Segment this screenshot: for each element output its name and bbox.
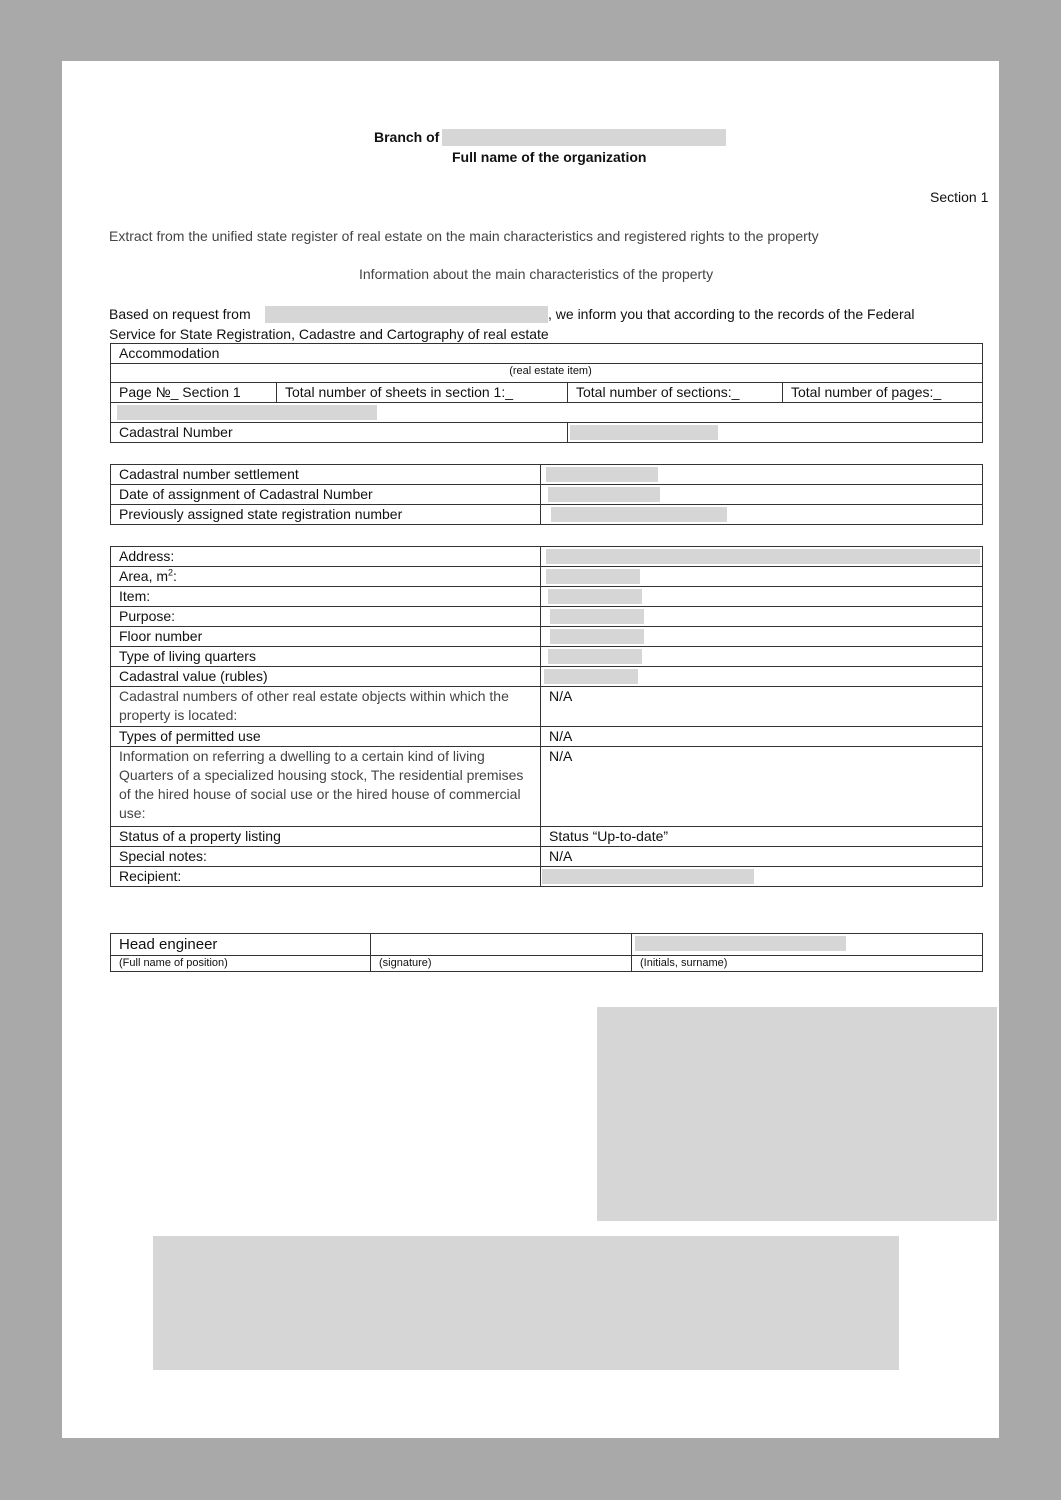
signature-cell bbox=[371, 934, 632, 956]
detail-label: Special notes: bbox=[111, 847, 541, 867]
document-page bbox=[62, 61, 999, 1438]
detail-value bbox=[541, 667, 983, 687]
numbers-value bbox=[541, 465, 983, 485]
numbers-label: Previously assigned state registration number bbox=[111, 505, 541, 525]
item-type: Accommodation bbox=[111, 344, 983, 364]
numbers-table bbox=[110, 464, 983, 525]
redacted-stamp-block bbox=[597, 1007, 997, 1221]
numbers-value bbox=[541, 485, 983, 505]
detail-value: N/A bbox=[541, 847, 983, 867]
detail-label: Area, $m^2$: bbox=[111, 567, 541, 587]
detail-label: Cadastral value (rubles) bbox=[111, 667, 541, 687]
detail-value bbox=[541, 647, 983, 667]
detail-value: N/A bbox=[541, 687, 983, 727]
redacted-date-row bbox=[111, 403, 983, 423]
numbers-value bbox=[541, 505, 983, 525]
detail-value: N/A bbox=[541, 747, 983, 827]
detail-label: Information on referring a dwelling to a certain kind of living Quarters of a specialized housing stock, The residential premises of the hired house of social use or the hired house of commercial use: bbox=[111, 747, 541, 827]
signature-table bbox=[110, 933, 983, 972]
detail-value bbox=[541, 567, 983, 587]
total-sections-cell: Total number of sections:_ bbox=[568, 383, 783, 403]
detail-value bbox=[541, 607, 983, 627]
detail-label: Item: bbox=[111, 587, 541, 607]
signature-caption: (signature) bbox=[371, 956, 632, 972]
detail-value bbox=[541, 587, 983, 607]
request-suffix: , we inform you that according to the records of the Federal bbox=[548, 306, 915, 322]
detail-value bbox=[541, 627, 983, 647]
detail-label: Floor number bbox=[111, 627, 541, 647]
redacted-branch-name bbox=[442, 129, 726, 146]
request-prefix: Based on request from bbox=[109, 306, 251, 322]
cadastral-number-value bbox=[568, 423, 983, 443]
position-cell: Head engineer bbox=[111, 934, 371, 956]
org-name-label: Full name of the organization bbox=[452, 149, 647, 165]
numbers-label: Date of assignment of Cadastral Number bbox=[111, 485, 541, 505]
detail-label: Cadastral numbers of other real estate objects within which the property is located: bbox=[111, 687, 541, 727]
item-table bbox=[110, 343, 983, 443]
redacted-footer-block bbox=[153, 1236, 899, 1370]
position-caption: (Full name of position) bbox=[111, 956, 371, 972]
detail-value: N/A bbox=[541, 727, 983, 747]
numbers-label: Cadastral number settlement bbox=[111, 465, 541, 485]
name-cell bbox=[632, 934, 983, 956]
section-label: Section 1 bbox=[930, 189, 989, 205]
details-table bbox=[110, 546, 983, 887]
detail-label: Types of permitted use bbox=[111, 727, 541, 747]
total-sheets-cell: Total number of sheets in section 1:_ bbox=[277, 383, 568, 403]
name-caption: (Initials, surname) bbox=[632, 956, 983, 972]
request-line2: Service for State Registration, Cadastre and Cartography of real estate bbox=[109, 326, 549, 342]
branch-of-label: Branch of bbox=[374, 129, 440, 145]
detail-label: Recipient: bbox=[111, 867, 541, 887]
detail-label: Type of living quarters bbox=[111, 647, 541, 667]
redacted-requester bbox=[265, 306, 548, 323]
info-title: Information about the main characteristics of the property bbox=[359, 266, 714, 282]
detail-label: Status of a property listing bbox=[111, 827, 541, 847]
extract-title: Extract from the unified state register of real estate on the main characteristics and registered rights to the property bbox=[109, 228, 819, 244]
detail-label: Address: bbox=[111, 547, 541, 567]
item-caption: (real estate item) bbox=[111, 364, 983, 383]
recipient-value bbox=[541, 867, 983, 887]
detail-value bbox=[541, 547, 983, 567]
page-number-cell: Page №_ Section 1 bbox=[111, 383, 277, 403]
total-pages-cell: Total number of pages:_ bbox=[783, 383, 983, 403]
status-value: Status “Up-to-date” bbox=[541, 827, 983, 847]
detail-label: Purpose: bbox=[111, 607, 541, 627]
cadastral-number-label: Cadastral Number bbox=[111, 423, 568, 443]
